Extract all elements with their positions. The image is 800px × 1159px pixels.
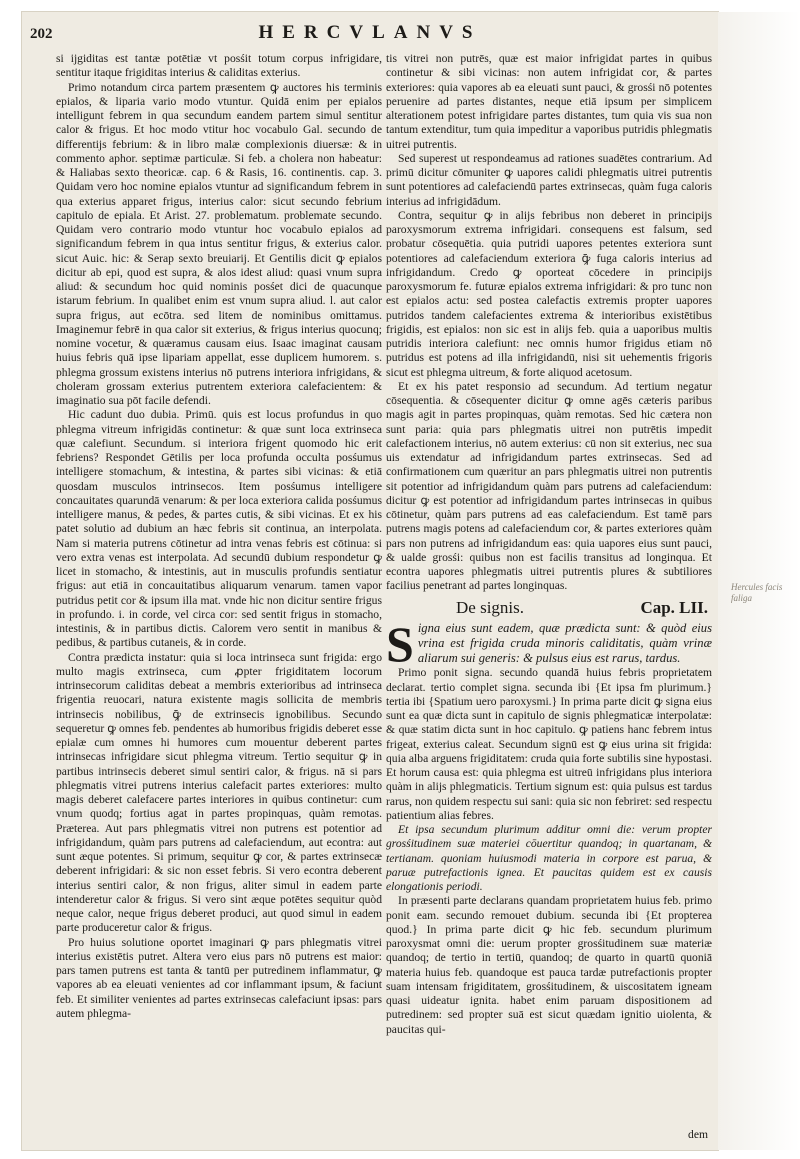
paragraph: In præsenti parte declarans quandam proprietatem huius feb. primo ponit eam. secundo remouet dubium. secunda ibi {Et propterea quod.} In prima parte dicit ꝙ hic feb. secundum plurimum paroxysmat omni die: uerum propter grosśitudinem suæ materiæ quandoq; de tertio in tertiū, quandoq; de quarto in quartū quoniā materia huius feb. quandoque est pauca tardæ putrefactionis propter suam intensam frigiditatem, grosśitudinem, & uiscositatem igneam quasi uideatur ignita. habet enim paruam dispositionem ad putredinem: sed propter suā est sicut quædam ignitio uiolenta, & paucitas qui- [386,894,712,1036]
chapter-lead-text: igna eius sunt eadem, quæ prædicta sunt: & quòd eius vrina est frigida cruda minoris caliditatis, quàm vrinæ aliarum sui generis: & pulsus eius est rarus, tardus. [417,620,712,665]
facing-page-edge [718,12,800,1150]
page-number: 202 [30,26,53,42]
paragraph: Contra, sequitur ꝙ in alijs febribus non deberet in principijs paroxysmorum extrema infrigidari. consequens est falsum, sed probatur cōsequētia. quia putridi uapores petentes exteriora sunt potentiores ad calefaciendum exteriora ꝙ̄ fuga caloris interius ad infrigidandum. Credo ꝙ oporteat cōcedere in principijs paroxysmorum fe. futuræ epialos extrema infrigidari: & pro tunc non est epialos actu: sed postea calefactis extremis propter uapores putridos tandem calefacientes extrema & interioribus existētibus frigidis, est epialos: non sic est in alijs feb. quia a uaporibus multis putridis interiora calefiunt: nec omnis humor frigidus etiam nō putridus est potens ad illa infrigidandū, nisi sit uehementis frigoris sicut est phlegma uitreum, & forte aliquod acetosum. [386,208,712,379]
chapter-number: Cap. LII. [640,597,708,617]
left-column [56,52,382,1142]
right-column [386,52,712,1142]
paragraph: Primo ponit signa. secundo quandā huius febris proprietatem declarat. tertio complet signa. secunda ibi {Et ipsa fm plurimum.} tertia ibi {Spatium uero paroxysmi.} In prima parte dicit ꝙ signa eius sunt ea quæ dicta sunt in capitulo de signis phlegmaticæ interpolatæ: & quæ statim dicta sunt in hoc capitulo. ꝙ patiens hanc febrem intus frigeat, exterius caleat. Secundum signū est ꝙ eius urina sit frigida: quia alba arguens frigiditatem: cruda quia forte subtilis sine hypostasi. Et horum causa est: quia phlegma est uitreū infrigidans plus interiora quàm in alijs phlegmaticis. Tertium signum est: quia pulsus est tardus rarus, non quidem respectu sui sani: quia sic non febriret: sed respectu patientium alias febres. [386,666,712,822]
chapter-lead [386,621,712,667]
drop-capital: S [386,620,414,667]
running-head [22,22,718,48]
margin-note: Hercules facis faliga [731,582,783,603]
italic-text-passage: Et ipsa secundum plurimum additur omni die: verum propter grosśitudinem suæ materiei cōuertitur quandoq; in quartanam, & tertianam. quoniam huiusmodi materia in corpore est parua, & paruæ putrefactionis ignea. Et paucitas quidem est ex causis elongationis periodi. [386,823,712,893]
paragraph: Sed superest ut respondeamus ad rationes suadētes contrarium. Ad primū dicitur cōmuniter ꝙ uapores calidi phlegmatis uitrei putrentis sunt potentiores ad calefaciendū partes extrinsecas, quàm fuga caloris interius ad infrigidādum. [386,151,712,208]
paragraph: Hic cadunt duo dubia. Primū. quis est locus profundus in quo phlegma vitreum infrigidās continetur: & quæ sunt loca extrinseca quæ calefiunt. Secundum. si interiora frigent quomodo hic erit febriens? Respondet Gētilis per loca profunda occulta posśumus intelligere stomachum, & intestina, & partes sibi vicinas: & etiā quosdam musculos intrinsecos. Item posśumus intelligere concauitates quarundā venarum: & per loca exteriora calida posśumus intelligere manus, & pedes, & partes cutis, & sibi vicinas. Et ex his patet solutio ad dubium an hæc febris sit continua, an interpolata. Nam si materia putrens cōtinetur ad intra venas febris est cōtinua: si vero extra venas est interpolata. Ad secundū dubium respondetur ꝙ licet in stomacho, & intestinis, aut in musculis profundis sentiatur frigus: aut etiā in concauitatibus aliquarum venarum. tamen vapor putridus petit cor & ipsum illa mat. vnde hic non dicitur sentire frigus in profundo. i. in corde, vel circa cor: sed sentit frigus in stomacho, intestinis, & in partibus dictis. Calorem vero sentit in manibus & pedibus, & partibus cutaneis, & in corde. [56,408,382,650]
paragraph: si ijgiditas est tantæ potētiæ vt posśit totum corpus infrigidare, sentitur itaque frigiditas interius & caliditas exterius. [56,52,382,80]
paragraph: Et ex his patet responsio ad secundum. Ad tertium negatur cōsequentia. & cōsequenter dicitur ꝙ omne agēs cæteris paribus magis agit in partes propinquas, quàm remotas. Sed hic cætera non sunt paria: quia pars phlegmatis uitrei non putrētis impedit calefactionem interius, nō autem exterius: cū non sit exterius, nec sua uis extendatur ad infrigidandum partes extrinsecas. Sed ad confirmationem cum quæritur an pars phlegmatis uitrei non putrentis sit potentior ad infrigidandum quàm pars putrens ad calefaciendum: dicitur ꝙ est potentior ad infrigidandum partes intrinsecas in quibus cōtinetur, quàm pars putrens ad eas calefaciendum. Est tamē pars putrens magis potens ad calefaciendum cor, & partes exteriores quàm pars non putrens ad infrigidandum eas: quia uapores eius sunt pauci, & ualde grosśi: quibus non est facilis transitus ad longinqua. Et econtra uapores phlegmatis uitrei putrentis plures & subtiliores facilius penetrant ad partes longinquas. [386,379,712,593]
paragraph: tis vitrei non putrēs, quæ est maior infrigidat partes in quibus continetur & sibi vicinas: non autem infrigidat cor, & partes exteriores: quia vapores ab ea eleuati sunt pauci, & grosśi nō potentes peruenire ad partes distantes, neque etiā ipsum per simplicem alterationem potest infrigidare partes distantes, tum quia vis sua non tantum extenditur, tum quia impeditur a vaporibus putridis phlegmatis uitrei putrentis. [386,52,712,151]
chapter-subheading: De signis. [456,597,524,617]
catchword: dem [688,1127,708,1141]
paragraph: Contra prædicta instatur: quia si loca intrinseca sunt frigida: ergo multo magis extrinseca, cum ꝓpter frigiditatem locorum intrinsecorum caliditas debeat a membris exterioribus ad intrinseca frigentia reuocari, natura existente magis sollicita de membris intrinsecis nobilibus, ꝙ̄ de extrinsecis ignobilibus. Secundo sequeretur ꝙ omnes feb. pendentes ab humoribus frigidis deberet esse epialæ cum omnes hi humores cum mouentur deberent partes intrinsecas infrigidare sicut phlegma vitreum. Tertio sequitur ꝙ in partibus intrinsecis deberet simul sentiri calor, & frigus. nā si pars phlegmatis vitrei putrens interius calefacit partes exteriores: multo magis deberet calefacere partes interiores in quibus continetur: cum vnum quodq; fortius agat in partes propinquas, quàm remotas. Præterea. Aut pars phlegmatis vitrei non putrens est potentior ad infrigidandum, quàm pars putrens ad calefaciendum, aut econtra: aut sunt æque potentes. Si primum, sequitur ꝙ cor, & partes extrinsecæ deberent infrigidari: & sic non esset febris. Si vero econtra deberent interius sentiri calor, & non frigus, aliter simul in eadem parte intenderetur calor & frigus. Si vero sint æque potētes sequitur quòd neque calor, neque frigus deberet produci, aut quod simul in eadem parte produceretur calor & frigus. [56,650,382,935]
paragraph: Pro huius solutione oportet imaginari ꝙ pars phlegmatis vitrei interius existētis putret. Altera vero eius pars nō putrens est maior: pars tamen putrens est tanta & tantū per putredinem inflammatur, ꝙ vapores ab ea eleuati venientes ad cor inflammant ipsum, & faciunt feb. Et similiter venientes ad partes extrinsecas calefaciunt ipsas: pars autem phlegma- [56,935,382,1020]
book-page [22,12,718,1150]
running-title: HERCVLANVS [258,22,482,43]
paragraph: Primo notandum circa partem præsentem ꝙ auctores his terminis epialos, & liparia vario modo vtuntur. Quidā enim per epialos intelligunt febrem in qua secundum eandem partem simul sentitur calor & frigus. Et hoc modo vtitur hoc vocabulo Gal. secundo de differentijs febrium: & in libro malæ complexionis diuersæ: & in commento aphor. septimæ particulæ. Si feb. a cholera non habeatur: & Haliabas sexto theoricæ. cap. 6 & Rasis, 16. continentis. cap. 3. Quidam vero hoc nomine epialos vtuntur ad significandum febrem in qua exterius apparet frigus, interius calor: sicut secundo febrium capitulo de epiala. Et Arist. 27. problematum. problemate secundo. Quidam vero contrario modo vtuntur hoc vocabulo epialos ad significandum febrem in qua intus sentitur frigus, & exterius calor. sicut Auic. hic: & Serap sexto breuiarij. Et Gentilis dicit ꝙ epialos dicitur ab epi, quod est supra, & alos idest aliud: quasi vnum supra aliud: & secundum hoc quid nominis posśet dici de quacunque istarum febrium. In qualibet enim est vnum supra aliud. l. aut calor supra frigus, aut ecōtra. sed litem de nominibus omittamus. Imaginemur febrē in qua calor sit exterius, & frigus interius quocunq; nomine vocetur, & quæramus causam eius. Isaac imaginat causam huius febris quā ipse lipariam appellat, esse duplicem humorem. s. phlegma grossum existens interius nō putrens interiora infrigidans, & choleram grossam exterius putrentem exteriora calefacientem: & imaginatio sua pōt facile defendi. [56,80,382,407]
chapter-heading [386,597,712,619]
